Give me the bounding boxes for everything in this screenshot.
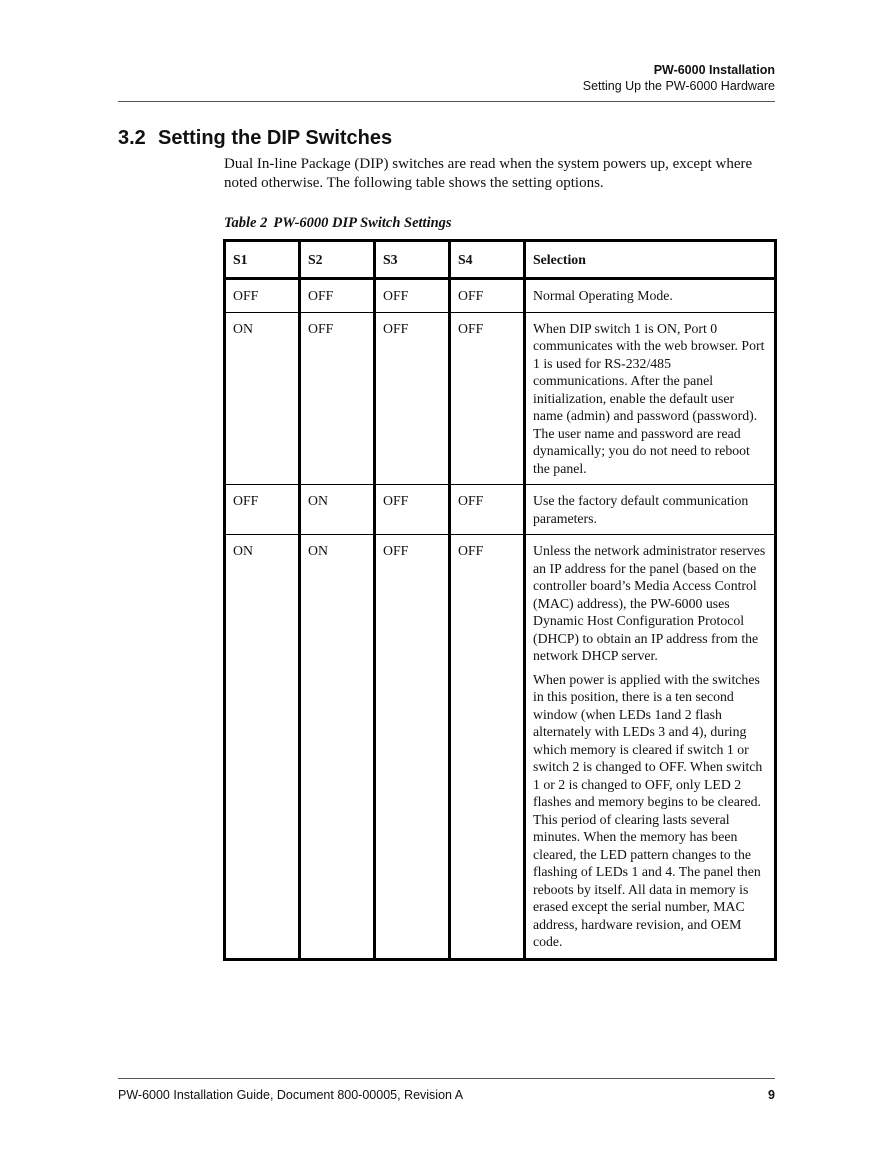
cell-s3: OFF bbox=[375, 485, 450, 535]
section-number: 3.2 bbox=[118, 127, 146, 149]
running-header bbox=[118, 62, 775, 94]
header-s4: S4 bbox=[450, 241, 525, 279]
selection-text: When power is applied with the switches in this position, there is a ten second window (when LEDs 1and 2 flash alternately with LEDs 3 and 4), during which memory is cleared if switch 1 or switch 2 is changed to OFF. When switch 1 or 2 is changed to OFF, only LED 2 flashes and memory begins to be cleared. This period of clearing lasts several minutes. When the memory has been cleared, the LED pattern changes to the flashing of LEDs 1 and 4. The panel then reboots by itself. All data in memory is erased except the serial number, MAC address, hardware revision, and OEM code. bbox=[533, 671, 763, 949]
cell-s2: ON bbox=[300, 485, 375, 535]
table-caption bbox=[224, 214, 452, 232]
cell-s3: OFF bbox=[375, 279, 450, 313]
section-heading bbox=[118, 125, 392, 151]
page-number: 9 bbox=[768, 1088, 775, 1102]
cell-selection bbox=[525, 535, 776, 960]
cell-s4: OFF bbox=[450, 279, 525, 313]
dip-switch-table bbox=[223, 239, 777, 961]
table-caption-label: Table 2 bbox=[224, 215, 268, 231]
footer-rule bbox=[118, 1078, 775, 1079]
header-selection: Selection bbox=[525, 241, 776, 279]
cell-s4: OFF bbox=[450, 485, 525, 535]
table-row bbox=[225, 312, 776, 485]
table-header-row bbox=[225, 241, 776, 279]
cell-s1: ON bbox=[225, 535, 300, 960]
table-row bbox=[225, 535, 776, 960]
section-title: Setting the DIP Switches bbox=[158, 127, 393, 149]
cell-s1: ON bbox=[225, 312, 300, 485]
intro-paragraph: Dual In-line Package (DIP) switches are read when the system powers up, except where noted otherwise. The following table shows the setting options. bbox=[224, 156, 753, 191]
cell-s2: OFF bbox=[300, 312, 375, 485]
table-row bbox=[225, 485, 776, 535]
header-s2: S2 bbox=[300, 241, 375, 279]
cell-s1: OFF bbox=[225, 279, 300, 313]
table-caption-title: PW-6000 DIP Switch Settings bbox=[273, 215, 452, 231]
cell-s3: OFF bbox=[375, 312, 450, 485]
running-footer bbox=[118, 1087, 775, 1103]
header-subtitle: Setting Up the PW-6000 Hardware bbox=[582, 79, 775, 93]
cell-selection bbox=[525, 485, 776, 535]
cell-selection bbox=[525, 279, 776, 313]
cell-s2: ON bbox=[300, 535, 375, 960]
selection-text: Normal Operating Mode. bbox=[533, 288, 673, 303]
selection-text: Unless the network administrator reserves an IP address for the panel (based on the controller board’s Media Access Control (MAC) address), the PW-6000 uses Dynamic Host Configuration Protocol (DHCP) to obtain an IP address from the network DHCP server. bbox=[533, 543, 766, 663]
table-row bbox=[225, 279, 776, 313]
header-title: PW-6000 Installation bbox=[653, 63, 775, 77]
cell-s3: OFF bbox=[375, 535, 450, 960]
cell-selection bbox=[525, 312, 776, 485]
selection-text: When DIP switch 1 is ON, Port 0 communicates with the web browser. Port 1 is used for RS-232/485 communications. After the panel initialization, enable the default user name (admin) and password (password). The user name and password are read dynamically; you do not need to reboot the panel. bbox=[533, 320, 765, 476]
cell-s4: OFF bbox=[450, 535, 525, 960]
selection-text: Use the factory default communication parameters. bbox=[533, 493, 749, 526]
cell-s2: OFF bbox=[300, 279, 375, 313]
header-s1: S1 bbox=[225, 241, 300, 279]
footer-document-title: PW-6000 Installation Guide, Document 800-00005, Revision A bbox=[118, 1088, 464, 1102]
cell-s1: OFF bbox=[225, 485, 300, 535]
cell-s4: OFF bbox=[450, 312, 525, 485]
header-s3: S3 bbox=[375, 241, 450, 279]
header-rule bbox=[118, 101, 775, 102]
